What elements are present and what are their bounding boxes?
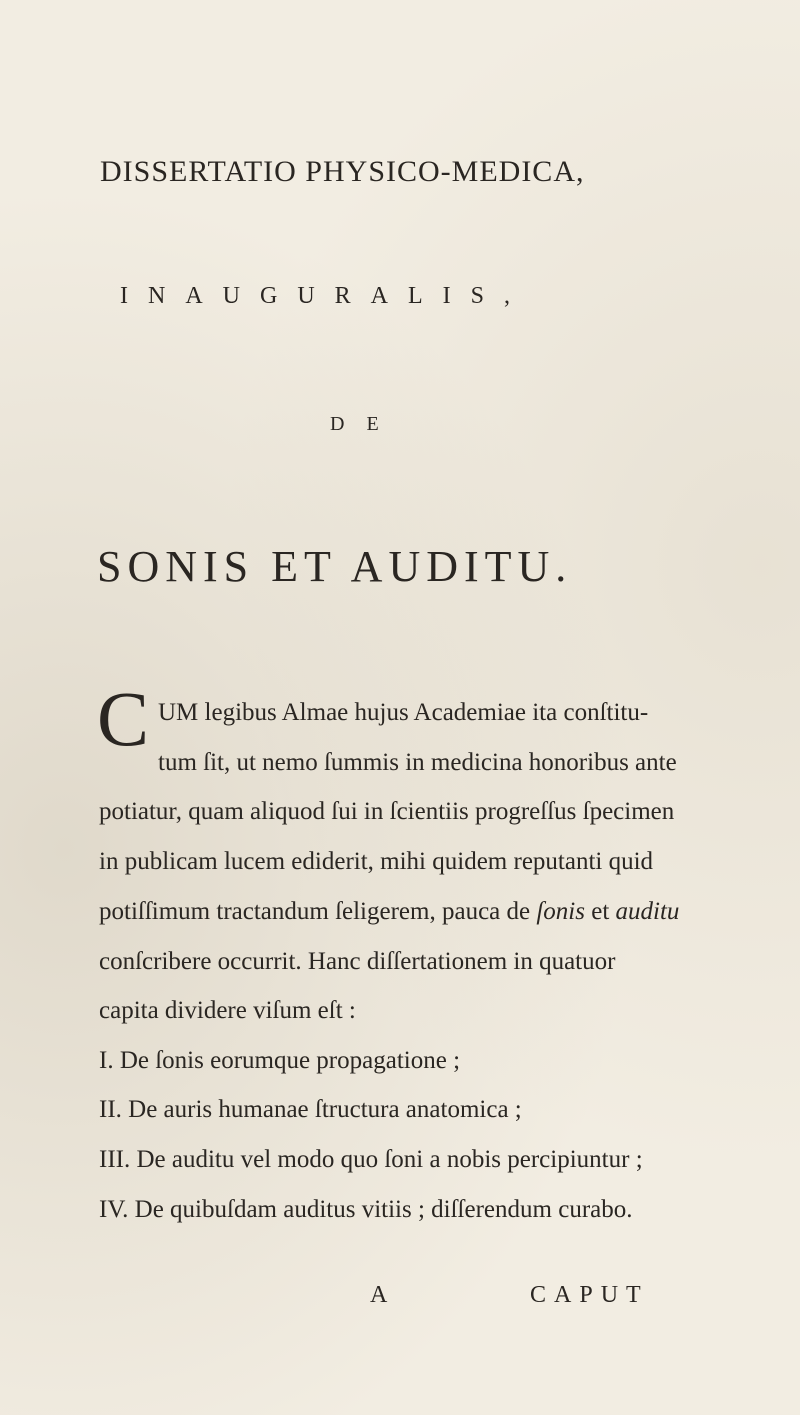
- title-line-3: DE: [330, 413, 401, 435]
- body-line-5-sonis: ſonis: [536, 898, 585, 925]
- title-line-1: DISSERTATIO PHYSICO-MEDICA,: [100, 155, 585, 188]
- body-line-5-auditu: auditu: [615, 898, 680, 925]
- body-line-4: in publicam lucem ediderit, mihi quidem reputanti quid: [99, 848, 654, 875]
- body-line-5-et: et: [584, 898, 616, 925]
- drop-cap: C: [97, 675, 150, 762]
- signature-mark: A: [370, 1282, 388, 1308]
- body-line-3: potiatur, quam aliquod ſui in ſcientiis progreſſus ſpecimen: [99, 798, 675, 825]
- body-line-2: tum ſit, ut nemo ſummis in medicina honoribus ante: [158, 749, 677, 776]
- chapter-item-1: I. De ſonis eorumque propagatione ;: [99, 1047, 461, 1074]
- body-line-7: capita dividere viſum eſt :: [99, 997, 356, 1024]
- chapter-item-4: IV. De quibuſdam auditus vitiis ; diſſerendum curabo.: [99, 1196, 633, 1223]
- title-line-2: INAUGURALIS,: [120, 283, 530, 309]
- chapter-item-3: III. De auditu vel modo quo ſoni a nobis percipiuntur ;: [99, 1146, 643, 1173]
- catchword: CAPUT: [530, 1282, 649, 1308]
- body-line-5-text: potiſſimum tractandum ſeligerem, pauca de: [99, 898, 537, 925]
- body-line-1: UM legibus Almae hujus Academiae ita conſtitu-: [158, 699, 649, 726]
- body-line-5: [99, 898, 679, 926]
- chapter-item-2: II. De auris humanae ſtructura anatomica ;: [99, 1096, 522, 1123]
- body-line-6: conſcribere occurrit. Hanc diſſertationem in quatuor: [99, 948, 616, 975]
- title-line-4: SONIS ET AUDITU.: [97, 542, 573, 591]
